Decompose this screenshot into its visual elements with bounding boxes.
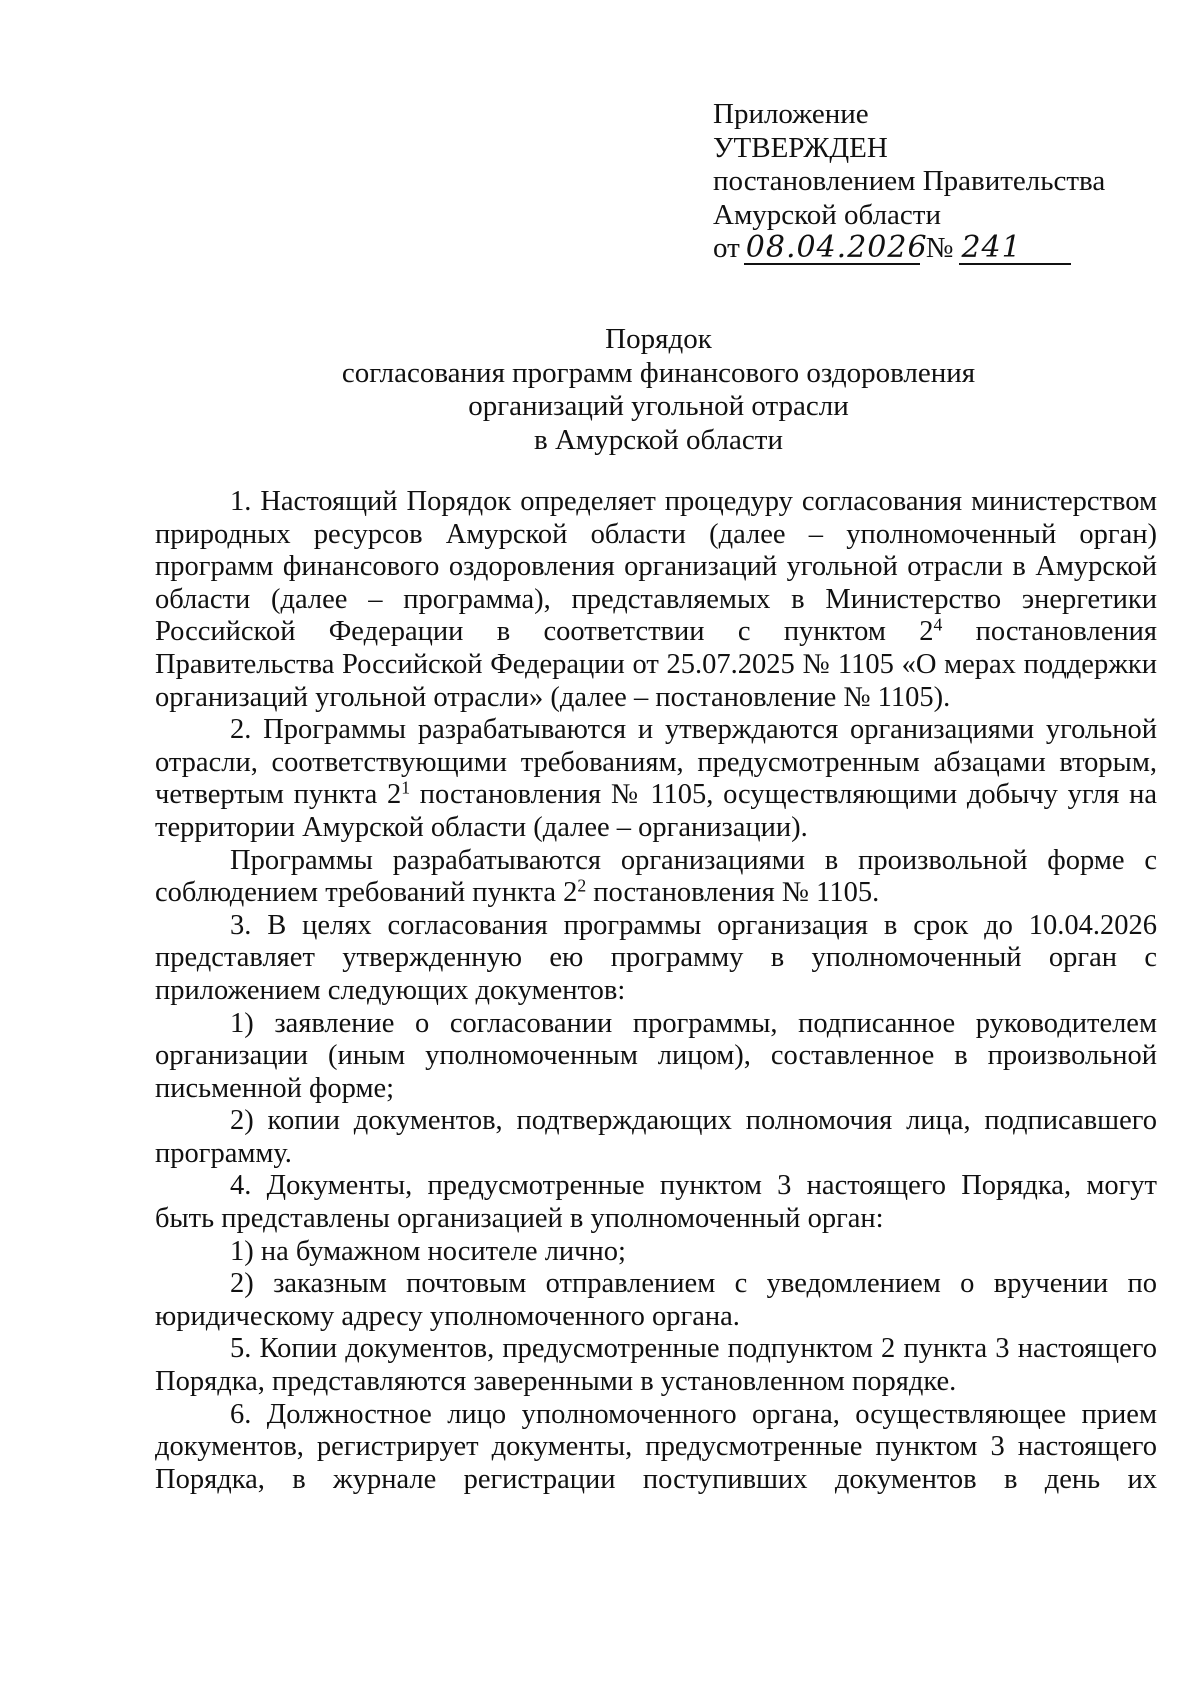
approval-line-resolution: постановлением Правительства xyxy=(713,165,1106,197)
paragraph-1-text-a: 1. Настоящий Порядок определяет процедуру согласования министерством природных ресурсов Амурской области (далее – уполномоченный орган) программ финансового оздоровления организаций угольной отрасли в Амурской области (далее – программа), представляемых в Министерство энергетики Российской Федерации в соответствии с пунктом 2 xyxy=(155,486,1157,648)
title-line-2: согласования программ финансового оздоровления xyxy=(341,356,976,389)
number-sign: № xyxy=(925,232,954,264)
title-line-3: организаций угольной отрасли xyxy=(468,390,849,422)
document-title xyxy=(150,323,1167,457)
paragraph-2-text-a: 2. Программы разрабатываются и утверждаются организациями угольной отрасли, соответствующими требованиям, предусмотренным абзацами вторым, четвертым пункта 2 xyxy=(155,714,1157,811)
superscript-4: 4 xyxy=(933,614,943,635)
approval-line-region: Амурской области xyxy=(713,198,941,231)
subparagraph-3-2: 2) копии документов, подтверждающих полномочия лица, подписавшего программу. xyxy=(155,1105,1157,1169)
handwritten-date: 08.04.2026 xyxy=(745,230,928,265)
subparagraph-4-1: 1) на бумажном носителе лично; xyxy=(230,1235,626,1267)
paragraph-3-text-b: постановления № 1105. xyxy=(586,877,880,909)
title-line-4: в Амурской области xyxy=(534,423,783,456)
handwritten-number: 241 xyxy=(959,233,1071,265)
title-line-1: Порядок xyxy=(605,323,712,355)
subparagraph-4-2: 2) заказным почтовым отправлением с уведомлением о вручении по юридическому адресу уполномоченного органа. xyxy=(155,1268,1157,1332)
approval-date-row xyxy=(713,232,1133,266)
superscript-1: 1 xyxy=(401,777,411,798)
approval-line-appendix: Приложение xyxy=(713,98,869,130)
paragraph-3-text-a: Программы разрабатываются организациями в произвольной форме с соблюдением требований пункта 2 xyxy=(155,844,1157,909)
paragraph-6: 6. Должностное лицо уполномоченного органа, осуществляющее прием документов, регистрирует документы, предусмотренные пунктом 3 настоящего Порядка, в журнале регистрации поступивших документов в день их xyxy=(155,1398,1157,1495)
paragraph-2-text-b: постановления № 1105, осуществляющими добычу угля на территории Амурской области (далее – организации). xyxy=(155,779,1157,843)
subparagraph-3-1: 1) заявление о согласовании программы, подписанное руководителем организации (иным уполномоченным лицом), составленное в произвольной письменной форме; xyxy=(155,1007,1157,1104)
paragraph-1 xyxy=(155,486,1157,714)
approval-line-approved: УТВЕРЖДЕН xyxy=(713,131,888,164)
superscript-2: 2 xyxy=(577,875,587,896)
document-body xyxy=(155,486,1157,1496)
paragraph-4: 4. Документы, предусмотренные пунктом 3 настоящего Порядка, могут быть представлены организацией в уполномоченный орган: xyxy=(155,1170,1157,1235)
paragraph-5: 5. Копии документов, предусмотренные подпунктом 2 пункта 3 настоящего Порядка, представляются заверенными в установленном порядке. xyxy=(155,1333,1157,1398)
paragraph-2-continuation xyxy=(155,845,1157,910)
paragraph-1-text-b: постановления Правительства Российской Федерации от 25.07.2025 № 1105 «О мерах поддержки организаций угольной отрасли» (далее – постановление № 1105). xyxy=(155,616,1157,713)
approval-block xyxy=(713,98,1133,266)
paragraph-3: 3. В целях согласования программы организация в срок до 10.04.2026 представляет утвержденную ею программу в уполномоченный орган с приложением следующих документов: xyxy=(155,909,1157,1006)
paragraph-2 xyxy=(155,714,1157,844)
date-prefix: от xyxy=(713,232,740,264)
